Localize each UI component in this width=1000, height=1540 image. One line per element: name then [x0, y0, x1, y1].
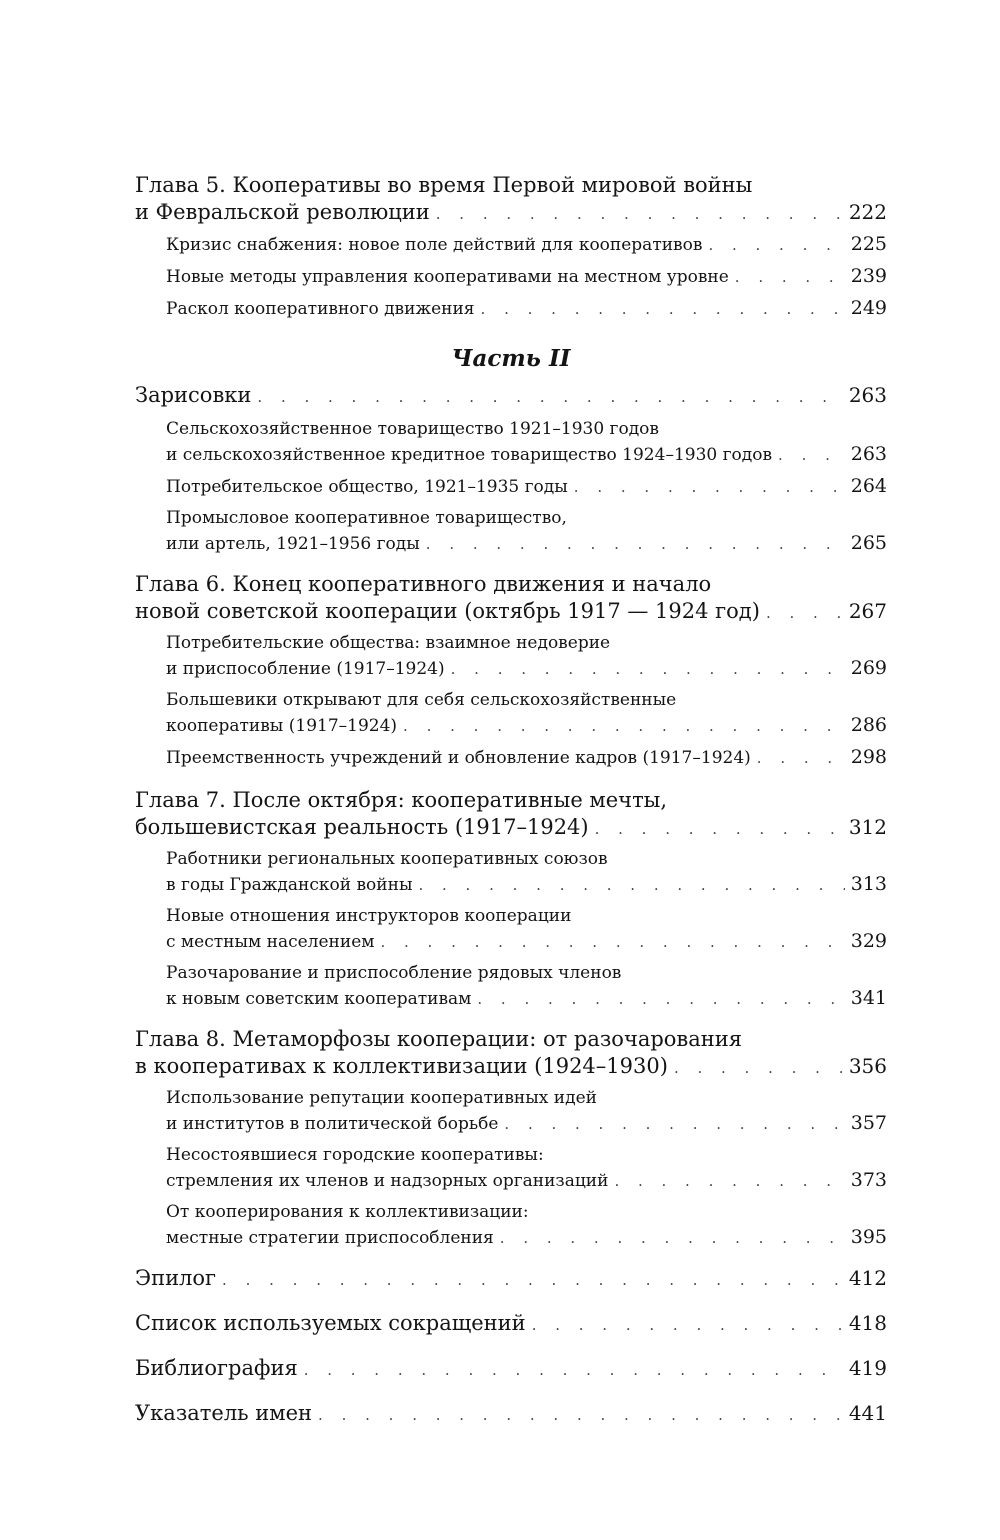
- toc-entry-title-line: Преемственность учреждений и обновление кадров (1917–1924): [166, 748, 751, 768]
- toc-entry-title-line: Глава 8. Метаморфозы кооперации: от разочарования: [135, 1027, 743, 1051]
- toc-entry-title-line: Работники региональных кооперативных союзов: [166, 849, 608, 869]
- page-number: 269: [850, 657, 887, 679]
- toc-entry-title-line: местные стратегии приспособления: [166, 1228, 494, 1248]
- toc-entry-title-line: и сельскохозяйственное кредитное товарищество 1924–1930 годов: [166, 445, 773, 465]
- page-number: 356: [848, 1054, 887, 1078]
- toc-entry-section: [135, 232, 887, 258]
- page-number: 267: [848, 599, 887, 623]
- toc-entry-title-line: Большевики открывают для себя сельскохозяйственные: [166, 690, 677, 710]
- dot-leader: [430, 201, 843, 228]
- dot-leader: [568, 475, 845, 500]
- page-number: 313: [850, 873, 887, 895]
- toc-entry-title-line: в годы Гражданской войны: [166, 875, 413, 895]
- page-number: 264: [850, 475, 887, 497]
- toc-entry-section: [135, 688, 887, 739]
- dot-leader: [216, 1267, 843, 1294]
- dot-leader: [374, 930, 844, 955]
- page-number: 222: [848, 200, 887, 224]
- dot-leader: [668, 1055, 843, 1082]
- toc-entry-section: [135, 1086, 887, 1137]
- toc-entry-title-line: Зарисовки: [135, 383, 252, 407]
- page-number: 395: [850, 1226, 887, 1248]
- toc-entry-title-line: кооперативы (1917–1924): [166, 716, 398, 736]
- page-number: 357: [850, 1112, 887, 1134]
- dot-leader: [760, 600, 843, 627]
- toc-entry-title-line: Потребительские общества: взаимное недоверие: [166, 633, 611, 653]
- toc-entry-section: [135, 474, 887, 500]
- toc-entry-section: [135, 264, 887, 290]
- toc-entry-chapter-8: [135, 1026, 887, 1082]
- toc-entry-title-line: к новым советским кооперативам: [166, 989, 472, 1009]
- dot-leader: [498, 1112, 844, 1137]
- toc-entry-section: [135, 631, 887, 682]
- dot-leader: [445, 657, 845, 682]
- toc-entry-title-line: новой советской кооперации (октябрь 1917 — 1924 год): [135, 599, 760, 623]
- toc-entry-title-line: Разочарование и приспособление рядовых членов: [166, 963, 622, 983]
- toc-entry-title-line: Указатель имен: [135, 1401, 313, 1425]
- toc-entry-title-line: и институтов в политической борьбе: [166, 1114, 499, 1134]
- toc-entry-title-line: Использование репутации кооперативных идей: [166, 1088, 597, 1108]
- dot-leader: [420, 532, 845, 557]
- toc-entry-sketches: [135, 382, 887, 411]
- page-number: 441: [848, 1401, 887, 1425]
- page-number: 265: [850, 532, 887, 554]
- page-number: 239: [850, 265, 887, 287]
- page-number: 263: [850, 443, 887, 465]
- page-number: 263: [848, 383, 887, 407]
- page-number: 373: [850, 1169, 887, 1191]
- toc-entry-name-index: [135, 1400, 887, 1429]
- page-number: 341: [850, 987, 887, 1009]
- toc-entry-title-line: в кооперативах к коллективизации (1924–1930): [135, 1054, 668, 1078]
- toc-entry-section: [135, 904, 887, 955]
- toc-entry-title-line: От кооперирования к коллективизации:: [166, 1202, 529, 1222]
- toc-entry-title-line: Раскол кооперативного движения: [166, 299, 475, 319]
- dot-leader: [397, 714, 845, 739]
- dot-leader: [526, 1312, 843, 1339]
- toc-entry-title-line: Несостоявшиеся городские кооперативы:: [166, 1145, 544, 1165]
- toc-entry-title-line: и приспособление (1917–1924): [166, 659, 445, 679]
- page-number: 418: [848, 1311, 887, 1335]
- toc-entry-title-line: Эпилог: [135, 1266, 217, 1290]
- toc-entry-epilogue: [135, 1265, 887, 1294]
- dot-leader: [298, 1357, 843, 1384]
- page-number: 298: [850, 746, 887, 768]
- toc-entry-title-line: Глава 5. Кооперативы во время Первой мировой войны: [135, 173, 753, 197]
- toc-entry-chapter-6: [135, 571, 887, 627]
- dot-leader: [702, 233, 844, 258]
- toc-entry-section: [135, 961, 887, 1012]
- toc-entry-title-line: или артель, 1921–1956 годы: [166, 534, 420, 554]
- toc-entry-title-line: Глава 7. После октября: кооперативные мечты,: [135, 788, 668, 812]
- dot-leader: [475, 297, 845, 322]
- toc-entry-title-line: Кризис снабжения: новое поле действий для кооперативов: [166, 235, 703, 255]
- toc-entry-section: [135, 745, 887, 771]
- page-number: 249: [850, 297, 887, 319]
- toc-entry-section: [135, 1200, 887, 1251]
- dot-leader: [412, 873, 844, 898]
- dot-leader: [751, 746, 845, 771]
- toc-entry-chapter-7: [135, 787, 887, 843]
- toc-entry-bibliography: [135, 1355, 887, 1384]
- toc-entry-abbreviations: [135, 1310, 887, 1339]
- toc-entry-chapter-5: [135, 172, 887, 228]
- page-number: 419: [848, 1356, 887, 1380]
- toc-entry-section: [135, 506, 887, 557]
- toc-entry-title-line: Глава 6. Конец кооперативного движения и начало: [135, 572, 712, 596]
- dot-leader: [772, 443, 845, 468]
- dot-leader: [312, 1402, 843, 1429]
- toc-entry-section: [135, 1143, 887, 1194]
- page-number: 412: [848, 1266, 887, 1290]
- page-number: 329: [850, 930, 887, 952]
- toc-entry-title-line: Сельскохозяйственное товарищество 1921–1930 годов: [166, 419, 659, 439]
- toc-entry-section: [135, 417, 887, 468]
- toc-entry-title-line: Новые методы управления кооперативами на местном уровне: [166, 267, 729, 287]
- toc-entry-section: [135, 847, 887, 898]
- toc-entry-title-line: Список используемых сокращений: [135, 1311, 526, 1335]
- dot-leader: [471, 987, 844, 1012]
- dot-leader: [729, 265, 845, 290]
- toc-entry-title-line: большевистская реальность (1917–1924): [135, 815, 589, 839]
- page-number: 225: [850, 233, 887, 255]
- toc-entry-title-line: Новые отношения инструкторов кооперации: [166, 906, 572, 926]
- page-number: 312: [848, 815, 887, 839]
- toc-entry-title-line: Промысловое кооперативное товарищество,: [166, 508, 567, 528]
- dot-leader: [589, 816, 843, 843]
- page-number: 286: [850, 714, 887, 736]
- toc-entry-section: [135, 296, 887, 322]
- toc-entry-title-line: стремления их членов и надзорных организаций: [166, 1171, 609, 1191]
- dot-leader: [608, 1169, 844, 1194]
- table-of-contents: [135, 172, 887, 1429]
- dot-leader: [251, 384, 842, 411]
- part-heading: Часть II: [451, 345, 571, 372]
- dot-leader: [494, 1226, 845, 1251]
- toc-entry-title-line: с местным населением: [166, 932, 375, 952]
- toc-entry-title-line: Потребительское общество, 1921–1935 годы: [166, 477, 568, 497]
- toc-entry-title-line: и Февральской революции: [135, 200, 430, 224]
- toc-entry-title-line: Библиография: [135, 1356, 298, 1380]
